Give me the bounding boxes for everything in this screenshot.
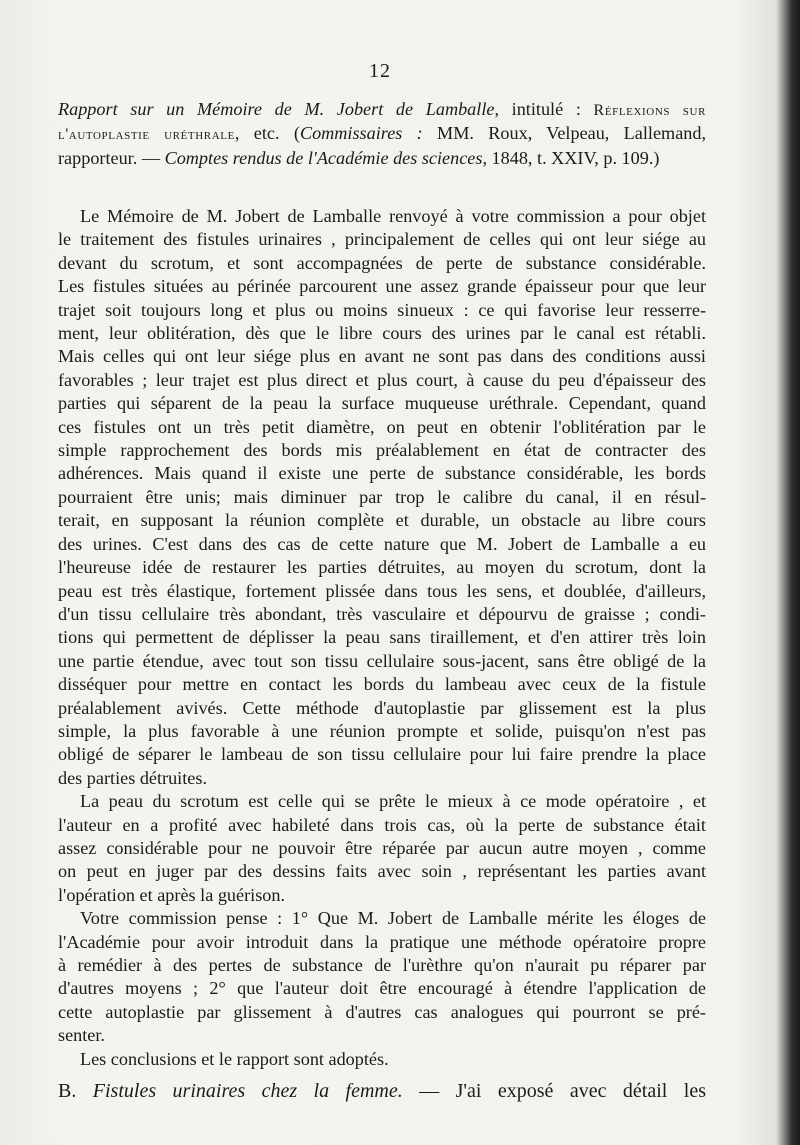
citation-segment: l'autoplastie uréthrale xyxy=(58,126,235,144)
body-text-line: adhérences. Mais quand il existe une perte de substance considérable, les bords xyxy=(58,463,706,484)
body-text-line: simple rapprochement des bords mis préalablement en état de contracter des xyxy=(58,440,706,461)
citation-segment: , etc. ( xyxy=(234,123,300,144)
body-text-line: parties qui séparent de la peau la surface muqueuse uréthrale. Cependant, quand xyxy=(58,393,706,414)
body-text-line: le traitement des fistules urinaires , principalement de celles qui ont leur siége au xyxy=(58,229,706,250)
body-text-line: favorables ; leur trajet est plus direct et plus court, à cause du peu d'épaisseur des xyxy=(58,369,706,390)
body-text-line: peau est très élastique, fortement plissée dans tous les sens, et doublée, d'ailleurs, xyxy=(58,580,706,601)
body-text-line: on peut en juger par des dessins faits avec soin , représentant les parties avant xyxy=(58,861,706,882)
section-title: Fistules urinaires chez la femme. xyxy=(92,1080,403,1102)
body-text-line: Mais celles qui ont leur siége plus en avant ne sont pas dans des conditions aussi xyxy=(58,346,706,367)
body-text-line: l'opération et après la guérison. xyxy=(58,884,286,905)
citation-segment: Rapport sur un Mémoire de M. Jobert de Lamballe xyxy=(58,99,495,119)
body-text-line: Les conclusions et le rapport sont adoptés. xyxy=(80,1048,389,1069)
body-text-line: Le Mémoire de M. Jobert de Lamballe renvoyé à votre commission a pour objet xyxy=(80,206,706,226)
body-text-line: cette autoplastie par glissement à d'autres cas analogues qui pourront se pré- xyxy=(58,1001,706,1022)
report-citation xyxy=(58,98,706,170)
body-text-line: tions qui permettent de déplisser la peau sans tiraillement, et d'en attirer très loin xyxy=(58,627,706,648)
body-text-line: La peau du scrotum est celle qui se prête le mieux à ce mode opératoire , et xyxy=(80,791,706,812)
body-text-line: Votre commission pense : 1° Que M. Jobert de Lamballe mérite les éloges de xyxy=(80,908,706,929)
body-text-line: Les fistules situées au périnée parcourent une assez grande épaisseur pour que leur xyxy=(58,276,706,297)
body-text-line: ces fistules ont un très petit diamètre, on peut en obtenir l'oblitération par le xyxy=(58,416,706,437)
report-body xyxy=(58,205,706,1071)
section-lead-text: — J'ai exposé avec détail les xyxy=(419,1080,706,1102)
body-text-line: pourraient être unis; mais diminuer par trop le calibre du canal, il en résul- xyxy=(58,486,706,507)
body-text-line: l'heureuse idée de restaurer les parties détruites, au moyen du scrotum, dont la xyxy=(58,557,706,578)
body-text-line: assez considérable pour ne pouvoir être réparée par aucun autre moyen , comme xyxy=(58,837,706,858)
body-text-line: disséquer pour mettre en contact les bords du lambeau avec ceux de la fistule xyxy=(58,674,706,695)
body-text-line: l'Académie pour avoir introduit dans la pratique une méthode opératoire propre xyxy=(58,931,706,952)
citation-line xyxy=(58,147,706,170)
citation-segment: , 1848, t. XXIV, p. 109.) xyxy=(482,147,660,168)
body-text-line: d'autres moyens ; 2° que l'auteur doit être encouragé à étendre l'application de xyxy=(58,978,706,999)
citation-segment: , intitulé : xyxy=(494,99,594,119)
citation-segment: MM. Roux, Velpeau, Lallemand, xyxy=(422,123,706,144)
body-text-line: l'auteur en a profité avec habileté dans trois cas, où la perte de substance était xyxy=(58,814,706,835)
body-text-line: terait, en supposant la réunion complète et durable, un obstacle au libre cours xyxy=(58,510,706,531)
body-text-line: à remédier à des pertes de substance de l'urèthre qu'on n'aurait pu réparer par xyxy=(58,955,706,975)
citation-line xyxy=(58,122,706,146)
section-heading xyxy=(58,1078,706,1104)
body-text-line: d'un tissu cellulaire très abondant, très vasculaire et dépourvu de graisse ; condi- xyxy=(58,603,706,624)
citation-segment: Commissaires : xyxy=(299,123,423,144)
body-text-line: des parties détruites. xyxy=(58,767,207,788)
body-text-line: senter. xyxy=(58,1025,105,1046)
body-text-line: une partie étendue, avec tout son tissu cellulaire sous-jacent, sans être obligé de la xyxy=(58,650,706,671)
citation-line xyxy=(58,98,706,122)
citation-segment: Comptes rendus de l'Académie des sciences xyxy=(164,147,483,168)
citation-segment: rapporteur. — xyxy=(58,147,165,168)
body-text-line: devant du scrotum, et sont accompagnées de perte de substance considérable. xyxy=(58,252,706,273)
body-text-line: des urines. C'est dans des cas de cette nature que M. Jobert de Lamballe a eu xyxy=(58,533,706,554)
body-text-line: obligé de séparer le lambeau de son tissu cellulaire pour lui faire prendre la place xyxy=(58,744,706,765)
body-text-line: ment, leur oblitération, dès que le libre cours des urines par le canal est rétabli. xyxy=(58,323,706,344)
section-label: B. xyxy=(58,1080,77,1102)
citation-segment: Réflexions sur xyxy=(593,102,706,119)
body-text-line: trajet soit toujours long et plus ou moins sinueux : ce qui favorise leur resserre- xyxy=(58,299,706,320)
body-text-line: préalablement avivés. Cette méthode d'autoplastie par glissement est la plus xyxy=(58,697,706,718)
page-number: 12 xyxy=(369,60,391,82)
body-text-line: simple, la plus favorable à une réunion prompte et solide, puisqu'on n'est pas xyxy=(58,720,706,741)
